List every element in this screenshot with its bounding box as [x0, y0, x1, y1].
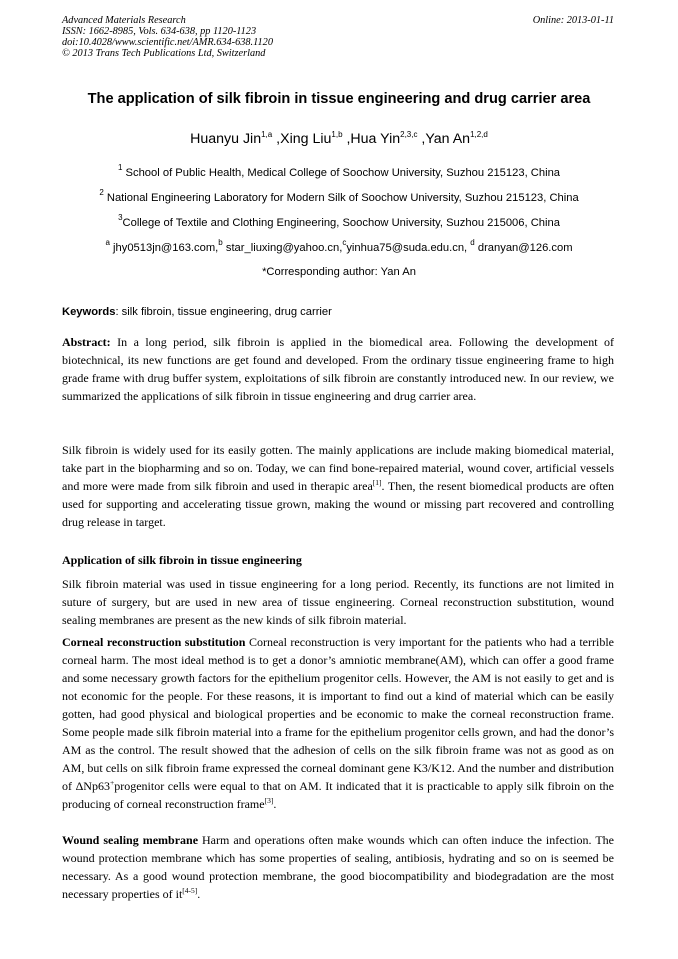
subsection-label: Corneal reconstruction substitution	[62, 635, 246, 649]
affiliation-text: College of Textile and Clothing Engineering, Soochow University, Suzhou 215006, China	[122, 217, 560, 229]
online-date: Online: 2013-01-11	[532, 15, 614, 26]
intro-text: . Then, the resent biomedical products are often used for supporting and accelerating tissue grown, making the wound or missing part recovered and controlling drug release in target.	[62, 479, 614, 529]
affiliation-1	[30, 163, 648, 180]
email-mark: c	[342, 238, 347, 247]
section-heading: Application of silk fibroin in tissue engineering	[62, 553, 302, 567]
email-mark: d	[470, 238, 475, 247]
corneal-paragraph	[62, 633, 614, 813]
author-name: Yan An	[425, 131, 471, 147]
email-mark: b	[218, 238, 223, 247]
abstract-label: Abstract:	[62, 335, 111, 349]
affiliation-2	[30, 188, 648, 205]
copyright-line: © 2013 Trans Tech Publications Ltd, Switzerland	[62, 48, 266, 59]
affiliation-text: School of Public Health, Medical College of Soochow University, Suzhou 215123, China	[125, 167, 561, 179]
email-link[interactable]: star_liuxing@yahoo.cn,	[225, 242, 343, 254]
abstract-text: In a long period, silk fibroin is applied in the biomedical area. Following the development of biotechnical, its new functions are get found and developed. From the ordinary tissue engineering frame to high grade frame with drug buffer system, exploitations of silk fibroin are constantly introduced new. In our review, we summarized the applications of silk fibroin in tissue engineering and drug carrier area.	[62, 335, 614, 403]
intro-text: Silk fibroin is widely used for its easily gotten. The mainly applications are include making biomedical material, take part in the biopharming and so on. Today, we can find bone-repaired material, wound cover, artificial vessels and more were made from silk fibroin and used in therapic area	[62, 443, 614, 493]
affiliation-text: National Engineering Laboratory for Modern Silk of Soochow University, Suzhou 215123, China	[106, 192, 579, 204]
keywords-text: : silk fibroin, tissue engineering, drug carrier	[115, 306, 332, 318]
journal-name: Advanced Materials Research	[62, 15, 186, 26]
journal-header	[62, 15, 614, 59]
author-affiliation-mark: 1,a	[261, 130, 273, 139]
abstract	[62, 333, 614, 405]
email-link[interactable]: dranyan@126.com	[477, 242, 573, 254]
author-affiliation-mark: 1,2,d	[470, 130, 488, 139]
email-link[interactable]: yinhua75@suda.edu.cn,	[346, 242, 468, 254]
plus-sign: +	[109, 778, 115, 787]
author-affiliation-mark: 1,b	[331, 130, 343, 139]
email-list	[30, 238, 648, 255]
paragraph-text: Corneal reconstruction is very important for the patients who had a terrible corneal harm. The most ideal method is to get a donor’s amniotic membrane(AM), which can offer a good frame and some necessary growth factors for the epithelium progenitor cells. However, the AM is not easily to get and is not economic for the people. For these reasons, it is important to find out a kind of material which can be easily gotten, had good physical and biological properties and be economic to make the corneal reconstruction frame. Some people made silk fibroin material into a frame for the epithelium progenitor cells grown, and had the donor’s AM as the control. The result showed that the adhesion of cells on the silk fibroin frame was not as good as on AM, but cells on silk fibroin frame expressed the corneal dominant gene K3/K12. And the number and distribution of	[62, 635, 614, 793]
author-name: Hua Yin	[350, 131, 401, 147]
keywords-label: Keywords	[62, 306, 116, 318]
keywords	[62, 305, 614, 319]
paragraph-text: progenitor cells were equal to that on AM. It indicated that it is practicable to apply silk fibroin on the producing of corneal reconstruction frame	[62, 779, 614, 811]
email-mark: a	[105, 238, 110, 247]
author-name: Xing Liu	[280, 131, 332, 147]
paragraph-text: Harm and operations often make wounds which can often induce the infection. The wound protection membrane which has some properties of sealing, antibiosis, hydrating and so on is seemed be necessary. As a good wound protection membrane, the good biocompatibility and biodegradation are the most necessary properties of it	[62, 833, 614, 901]
paragraph-text: .	[197, 887, 201, 901]
affiliation-mark: 2	[99, 188, 104, 197]
wound-paragraph	[62, 831, 614, 903]
citation: [3]	[264, 796, 274, 805]
section-paragraph: Silk fibroin material was used in tissue engineering for a long period. Recently, its functions are not limited in suture of surgery, but are used in new area of tissue engineering. Corneal reconstruction substitution, wound sealing membranes are present as the new kinds of silk fibroin material.	[62, 577, 614, 627]
issn-line: ISSN: 1662-8985, Vols. 634-638, pp 1120-1123	[62, 26, 257, 37]
affiliation-3	[30, 213, 648, 230]
delta-np63: ΔNp63	[75, 779, 110, 793]
affiliation-mark: 3	[118, 213, 123, 222]
corresponding-author: *Corresponding author: Yan An	[262, 266, 416, 278]
author-name: Huanyu Jin	[190, 131, 262, 147]
citation: [1]	[372, 478, 382, 487]
affiliation-mark: 1	[117, 163, 123, 172]
subsection-label: Wound sealing membrane	[62, 833, 199, 847]
author-list: Huanyu Jin$^{1,a}$ ,Xing Liu$^{1,b}$ ,Hua Yin$^{2,3,c}$ ,Yan An$^{1,2,d}$	[190, 130, 488, 147]
paper-title: The application of silk fibroin in tissue engineering and drug carrier area	[87, 91, 591, 107]
email-link[interactable]: jhy0513jn@163.com,	[113, 242, 219, 254]
citation: [4-5]	[182, 886, 198, 895]
author-affiliation-mark: 2,3,c	[400, 130, 418, 139]
intro-paragraph	[62, 441, 614, 531]
doi-line: doi:10.4028/www.scientific.net/AMR.634-638.1120	[62, 37, 273, 48]
paragraph-text: .	[273, 797, 277, 811]
